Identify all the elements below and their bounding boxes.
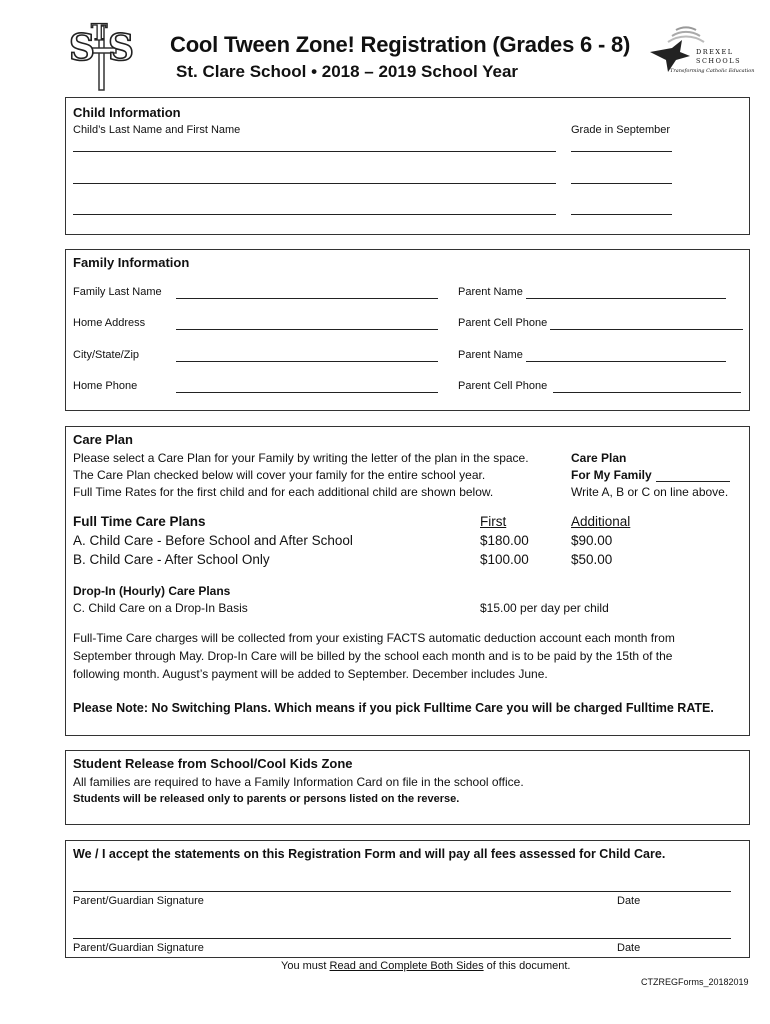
plan-b-first-rate: $100.00 (480, 552, 529, 567)
parent-name-line[interactable] (526, 298, 726, 299)
home-address-label: Home Address (73, 317, 146, 329)
footer-prefix: You must (281, 960, 330, 972)
family-last-name-line[interactable] (176, 298, 438, 299)
drexel-schools-logo (646, 22, 755, 80)
footer-emphasis: Read and Complete Both Sides (329, 960, 484, 972)
date-label-2: Date (617, 942, 641, 954)
student-release-section (65, 750, 750, 825)
child-name-line-2[interactable] (73, 183, 556, 184)
first-column-header: First (480, 514, 507, 529)
billing-text-3: following month. August’s payment will be added to September. December includes June. (73, 667, 548, 681)
release-text-2: Students will be released only to parents or persons listed on the reverse. (73, 793, 460, 805)
child-name-line-3[interactable] (73, 214, 556, 215)
parent-cell-phone-2-line[interactable] (553, 392, 741, 393)
drexel-tagline: Transforming Catholic Education (670, 68, 755, 74)
form-title: Cool Tween Zone! Registration (Grades 6 - 8) (170, 32, 631, 57)
student-release-heading: Student Release from School/Cool Kids Zone (73, 756, 353, 771)
grade-line-1[interactable] (571, 151, 672, 152)
city-state-zip-label: City/State/Zip (73, 349, 140, 361)
city-state-zip-line[interactable] (176, 361, 438, 362)
drop-in-plan-name: C. Child Care on a Drop-In Basis (73, 601, 248, 615)
grade-line-3[interactable] (571, 214, 672, 215)
care-plan-heading: Care Plan (73, 432, 133, 447)
signature-line-2[interactable] (73, 938, 731, 939)
plan-b-additional-rate: $50.00 (571, 552, 613, 567)
footer-suffix: of this document. (483, 960, 571, 972)
no-switching-note: Please Note: No Switching Plans. Which means if you pick Fulltime Care you will be charged Fulltime RATE. (73, 701, 714, 715)
signature-label-1: Parent/Guardian Signature (73, 895, 204, 907)
parent-cell-phone-line[interactable] (550, 329, 743, 330)
child-name-label: Child’s Last Name and First Name (73, 124, 241, 136)
parent-name-label: Parent Name (458, 286, 523, 298)
schools-name: SCHOOLS (696, 57, 742, 65)
child-info-heading: Child Information (73, 105, 181, 120)
signature-line-1[interactable] (73, 891, 731, 892)
acceptance-statement: We / I accept the statements on this Registration Form and will pay all fees assessed for Child Care. (73, 847, 666, 861)
release-text-1: All families are required to have a Family Information Card on file in the school office. (73, 775, 524, 789)
sts-logo (68, 20, 138, 92)
parent-name-2-line[interactable] (526, 361, 726, 362)
billing-text-2: September through May. Drop-In Care will be billed by the school each month and is to be paid by the 15th of the (73, 649, 673, 663)
acceptance-section (65, 840, 750, 958)
svg-text:S: S (108, 27, 134, 69)
home-phone-line[interactable] (176, 392, 438, 393)
form-subtitle: St. Clare School • 2018 – 2019 School Year (176, 62, 519, 81)
svg-text:S: S (69, 27, 95, 69)
plan-a-name: A. Child Care - Before School and After School (73, 533, 353, 548)
child-name-line-1[interactable] (73, 151, 556, 152)
parent-cell-phone-2-label: Parent Cell Phone (458, 380, 548, 392)
care-plan-intro-2: The Care Plan checked below will cover your family for the entire school year. (73, 468, 486, 482)
care-plan-side-label: For My Family (571, 468, 652, 482)
date-label-1: Date (617, 895, 641, 907)
full-time-heading: Full Time Care Plans (73, 514, 206, 529)
parent-name-2-label: Parent Name (458, 349, 523, 361)
parent-cell-phone-label: Parent Cell Phone (458, 317, 548, 329)
grade-line-2[interactable] (571, 183, 672, 184)
additional-column-header: Additional (571, 514, 631, 529)
child-information-section (65, 97, 750, 235)
plan-a-additional-rate: $90.00 (571, 533, 613, 548)
family-information-section (65, 249, 750, 411)
family-info-heading: Family Information (73, 255, 190, 270)
footer-instruction (281, 960, 570, 972)
drexel-name: DREXEL (696, 48, 734, 56)
home-address-line[interactable] (176, 329, 438, 330)
drop-in-heading: Drop-In (Hourly) Care Plans (73, 584, 231, 598)
plan-b-name: B. Child Care - After School Only (73, 552, 270, 567)
grade-label: Grade in September (571, 124, 671, 136)
svg-text:T: T (91, 20, 108, 46)
care-plan-intro-3: Full Time Rates for the first child and for each additional child are shown below. (73, 485, 494, 499)
care-plan-choice-line[interactable] (656, 481, 730, 482)
home-phone-label: Home Phone (73, 380, 138, 392)
drop-in-rate: $15.00 per day per child (480, 601, 609, 615)
form-code: CTZREGForms_20182019 (641, 977, 749, 987)
signature-label-2: Parent/Guardian Signature (73, 942, 204, 954)
family-last-name-label: Family Last Name (73, 286, 162, 298)
care-plan-intro-1: Please select a Care Plan for your Family by writing the letter of the plan in the space. (73, 451, 529, 465)
care-plan-side-title: Care Plan (571, 451, 627, 465)
care-plan-side-note: Write A, B or C on line above. (571, 485, 729, 499)
care-plan-section (65, 426, 750, 736)
plan-a-first-rate: $180.00 (480, 533, 529, 548)
billing-text-1: Full-Time Care charges will be collected from your existing FACTS automatic deduction account each month from (73, 631, 675, 645)
